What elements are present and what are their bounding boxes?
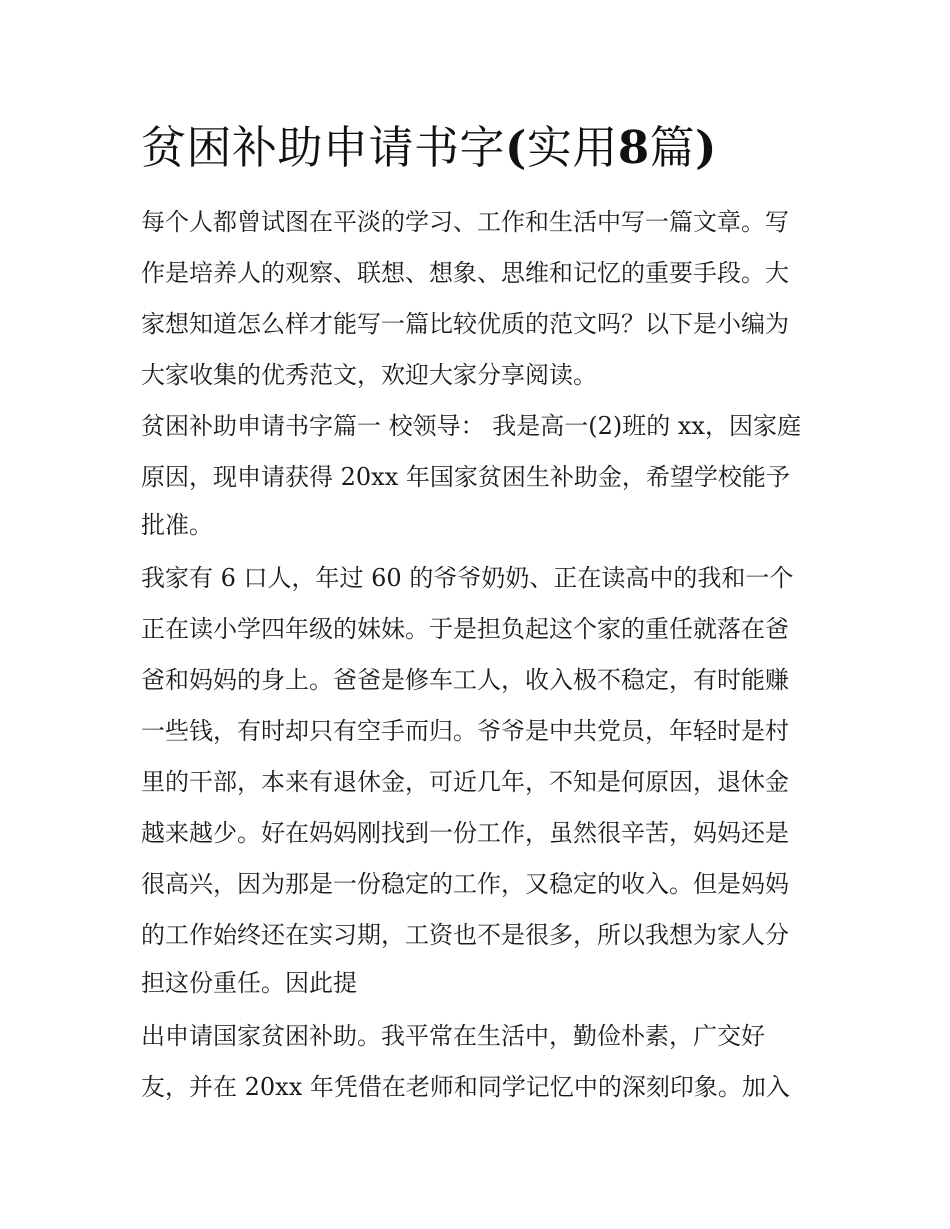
body-line-8: 我家有 6 口人，年过 60 的爷爷奶奶、正在读高中的我和一个	[141, 564, 794, 592]
body-line-15: 的工作始终还在实习期，工资也不是很多，所以我想为家人分	[141, 921, 789, 949]
body-line-18: 友，并在 20xx 年凭借在老师和同学记忆中的深刻印象。加入	[141, 1073, 790, 1101]
body-line-10: 爸和妈妈的身上。爸爸是修车工人，收入极不稳定，有时能赚	[141, 666, 789, 694]
title-number: 8	[617, 121, 650, 174]
body-line-7: 批准。	[141, 511, 213, 539]
title-prefix: 贫困补助申请书字	[141, 121, 506, 174]
body-line-9: 正在读小学四年级的妹妹。于是担负起这个家的重任就落在爸	[141, 615, 789, 643]
body-line-17: 出申请国家贫困补助。我平常在生活中，勤俭朴素，广交好	[141, 1022, 765, 1050]
body-line-16: 担这份重任。因此提	[141, 969, 357, 997]
body-line-14: 很高兴，因为那是一份稳定的工作，又稳定的收入。但是妈妈	[141, 870, 789, 898]
title-middle: 实用	[526, 121, 618, 174]
page-title	[141, 118, 717, 178]
body-line-6: 原因，现申请获得 20xx 年国家贫困生补助金，希望学校能予	[141, 463, 790, 491]
body-line-1: 每个人都曾试图在平淡的学习、工作和生活中写一篇文章。写	[141, 208, 789, 236]
body-line-4: 大家收集的优秀范文，欢迎大家分享阅读。	[141, 361, 597, 389]
title-close-paren: )	[695, 121, 717, 174]
body-line-11: 一些钱，有时却只有空手而归。爷爷是中共党员，年轻时是村	[141, 717, 789, 745]
body-line-2: 作是培养人的观察、联想、想象、思维和记忆的重要手段。大	[141, 259, 789, 287]
body-line-13: 越来越少。好在妈妈刚找到一份工作，虽然很辛苦，妈妈还是	[141, 819, 789, 847]
body-line-3: 家想知道怎么样才能写一篇比较优质的范文吗？以下是小编为	[141, 310, 789, 338]
body-line-12: 里的干部，本来有退休金，可近几年，不知是何原因，退休金	[141, 768, 789, 796]
body-line-5: 贫困补助申请书字篇一 校领导： 我是高一(2)班的 xx，因家庭	[141, 412, 801, 440]
title-open-paren: (	[505, 121, 527, 174]
title-suffix: 篇	[649, 121, 696, 174]
